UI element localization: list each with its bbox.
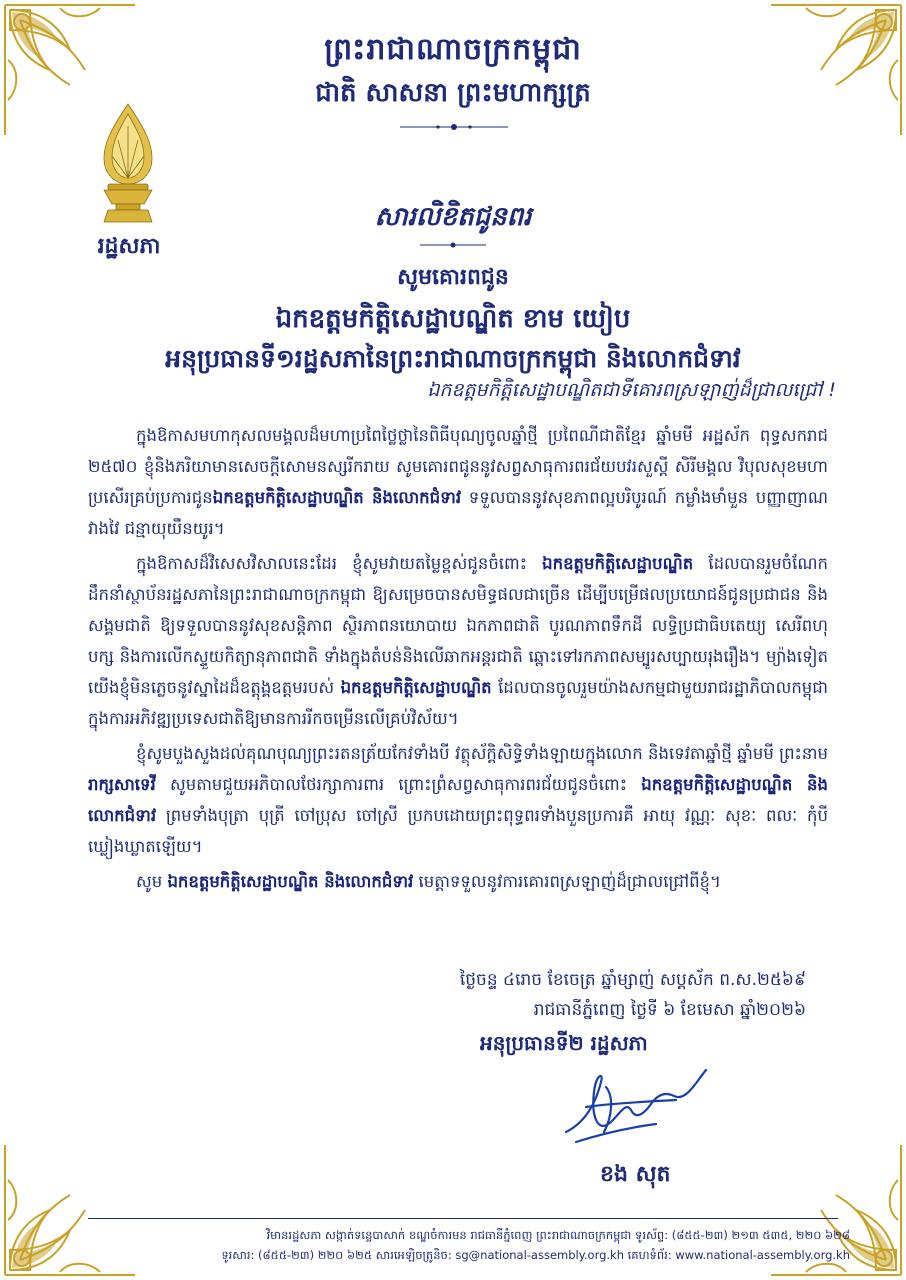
salutation-to: សូមគោរពជូន (397, 265, 509, 290)
recipient-name: ឯកឧត្តមកិត្តិសេដ្ឋាបណ្ឌិត ខាម យៀប (275, 304, 631, 334)
letter-body (88, 420, 828, 901)
national-motto: ជាតិ សាសនា ព្រះមហាក្សត្រ (315, 78, 591, 108)
honorific-greeting: ឯកឧត្តមកិត្តិសេដ្ឋាបណ្ឌិតជាទីគោរពស្រឡាញ់ដ៏ជ្រាលជ្រៅ ! (427, 379, 836, 401)
institution-label: រដ្ឋសភា (97, 234, 161, 259)
footer-divider (88, 1218, 838, 1219)
ornamental-divider-icon (398, 122, 510, 132)
signer-name: ខង សុត (600, 1162, 671, 1187)
signer-title: អនុប្រធានទី២ រដ្ឋសភា (480, 1031, 648, 1055)
paragraph-4: សូម ឯកឧត្តមកិត្តិសេដ្ឋាបណ្ឌិត និងលោកជំទាវ មេត្តាទទួលនូវការគោរពស្រឡាញ់ដ៏ជ្រាលជ្រៅពីខ្ញុំ។ (136, 872, 721, 891)
kingdom-title: ព្រះរាជាណាចក្រកម្ពុជា (324, 32, 582, 67)
paragraph-2: ក្នុងឱកាសដ៏វិសេសវិសាលនេះដែរ ខ្ញុំសូមវាយតម្លៃខ្ពស់ជូនចំពោះ ឯកឧត្តមកិត្តិសេដ្ឋាបណ្ឌិត ដែលបានរួមចំណែកដឹកនាំស្ថាប័នរដ្ឋសភានៃព្រះរាជាណាចក្រកម្ពុជា ឱ្យសម្រេចបានសមិទ្ធផលជាច្រើន ដើម្បីបម្រើផលប្រយោជន៍ជូនប្រជាជន និងសង្គមជាតិ ឱ្យទទួលបាននូវសុខសន្តិភាព ស្ថិរភាពនយោបាយ ឯកភាពជាតិ បូរណភាពទឹកដី លទ្ធិប្រជាធិបតេយ្យ សេរីពហុបក្ស និងការលើកស្ទួយកិត្យានុភាពជាតិ ទាំងក្នុងតំបន់និងលើឆាកអន្តរជាតិ ឆ្ពោះទៅរកភាពសម្បូរសប្បាយរុងរឿង។ ម្យ៉ាងទៀត យើងខ្ញុំមិនភ្លេចនូវស្នាដៃដ៏ឧត្តុង្គឧត្តមរបស់ ឯកឧត្តមកិត្តិសេដ្ឋាបណ្ឌិត ដែលបានចូលរួមយ៉ាងសកម្មជាមួយរាជរដ្ឋាភិបាលកម្ពុជា ក្នុងការអភិវឌ្ឍប្រទេសជាតិឱ្យមានការរីកចម្រើនលើគ្រប់វិស័យ។ (88, 554, 828, 728)
footer-contacts: ទូរសារ: (៨៥៥-២៣) ២២០ ៦២៥ សារអេឡិចត្រូនិច: sg@national-assembly.org.kh គេហទំព័រ: www.national-assembly.org.kh (221, 1248, 850, 1262)
paragraph-1: ក្នុងឱកាសមហាកុសលមង្គលដ៏មហាប្រពៃថ្លៃថ្លានៃពិធីបុណ្យចូលឆ្នាំថ្មី ប្រពៃណីជាតិខ្មែរ ឆ្នាំមមី អដ្ឋស័ក ពុទ្ធសករាជ ២៥៧០ ខ្ញុំនិងភរិយាមានសេចក្តីសោមនស្សរីករាយ សូមគោរពជូននូវសព្វសាធុការពរជ័យបវរសួស្តី សិរីមង្គល វិបុលសុខមហាប្រសើរគ្រប់ប្រការជូនឯកឧត្តមកិត្តិសេដ្ឋាបណ្ឌិត និងលោកជំទាវ ទទួលបាននូវសុខភាពល្អបរិបូរណ៍ កម្លាំងមាំមួន បញ្ញាញាណវាងវៃ ជន្មាយុយឺនយូរ។ (88, 426, 828, 538)
footer-address: វិមានរដ្ឋសភា សង្កាត់ទន្លេបាសាក់ ខណ្ឌចំការមន រាជធានីភ្នំពេញ ព្រះរាជាណាចក្រកម្ពុជា ទូរស័ព្ទ: (៨៥៥-២៣) ២១៣ ៥៣៥, ២២០ ៦២៨ (266, 1228, 850, 1242)
recipient-position: អនុប្រធានទី១រដ្ឋសភានៃព្រះរាជាណាចក្រកម្ពុជា និងលោកជំទាវ (165, 344, 741, 373)
document-title: សារលិខិតជូនពរ (374, 202, 532, 232)
paragraph-3: ខ្ញុំសូមបួងសួងដល់គុណបុណ្យព្រះរតនត្រ័យកែវទាំងបី វត្ថុស័ក្តិសិទ្ធិទាំងឡាយក្នុងលោក និងទេវតាឆ្នាំថ្មី ឆ្នាំមមី ព្រះនាម រាក្សសាទេវី សូមតាមជួយអភិបាលថែរក្សាការពារ ព្រោះព្រំសព្វសាធុការពរជ័យជូនចំពោះ ឯកឧត្តមកិត្តិសេដ្ឋាបណ្ឌិត និងលោកជំទាវ ព្រមទាំងបុត្រា បុត្រី ចៅប្រុស ចៅស្រី ប្រកបដោយព្រះពុទ្ធពរទាំងបួនប្រការគឺ អាយុ វណ្ណៈ សុខៈ ពលៈ កុំបីឃ្លៀងឃ្លាតឡើយ។ (88, 744, 828, 856)
handwritten-signature (556, 1062, 716, 1162)
place-date: រាជធានីភ្នំពេញ ថ្ងៃទី ៦ ខែមេសា ឆ្នាំ២០២៦ (533, 1000, 806, 1020)
date-block (460, 965, 806, 1025)
lunar-date: ថ្ងៃចន្ទ ៤រោច ខែចេត្រ ឆ្នាំម្សាញ់ សប្តស័ក ព.ស.២៥៦៩ (459, 970, 806, 990)
ornamental-divider-icon (418, 240, 488, 250)
